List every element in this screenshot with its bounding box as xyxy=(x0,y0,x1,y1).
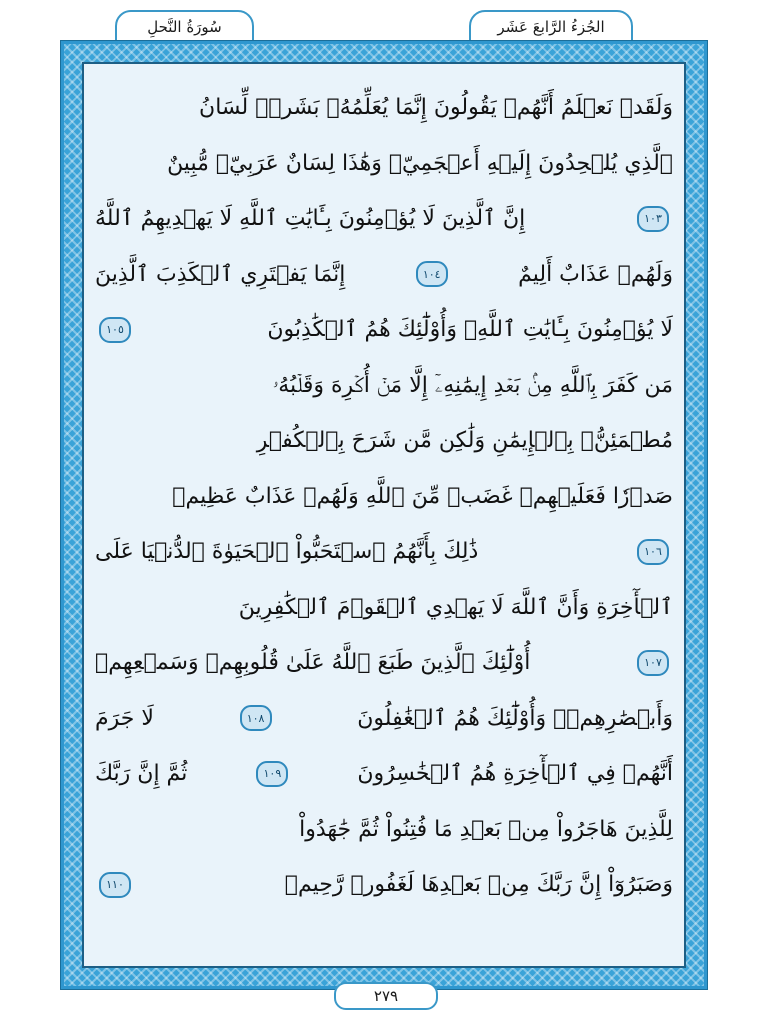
text-line xyxy=(95,635,673,691)
text-line xyxy=(95,191,673,247)
verse-text: مُطۡمَئِنُّۢ بِٱلۡإِيمَٰنِ وَلَٰكِن مَّن شَرَحَ بِٱلۡكُفۡرِ xyxy=(256,428,673,453)
verse-text: أُوْلَٰٓئِكَ ٱلَّذِينَ طَبَعَ ٱللَّهُ عَلَىٰ قُلُوبِهِمۡ وَسَمۡعِهِمۡ xyxy=(95,650,531,675)
verse-text: مَن كَفَرَ بِٱللَّهِ مِنۢ بَعۡدِ إِيمَٰنِهِۦٓ إِلَّا مَنۡ أُكۡرِهَ وَقَلۡبُهُۥ xyxy=(272,372,673,398)
verse-text: وَلَهُمۡ عَذَابٌ أَلِيمٌ xyxy=(518,261,673,287)
verse-text: لِلَّذِينَ هَاجَرُواْ مِنۢ بَعۡدِ مَا فُتِنُواْ ثُمَّ جَٰهَدُواْ xyxy=(299,816,673,842)
surah-label xyxy=(115,10,254,44)
verse-text: وَلَقَدۡ نَعۡلَمُ أَنَّهُمۡ يَقُولُونَ إِنَّمَا يُعَلِّمُهُۥ بَشَرٞۗ لِّسَانُ xyxy=(199,95,673,120)
verse-text: أَنَّهُمۡ فِي ٱلۡأٓخِرَةِ هُمُ ٱلۡخَٰسِرُونَ xyxy=(357,761,673,786)
verse-text: إِنَّمَا يَفۡتَرِي ٱلۡكَذِبَ ٱلَّذِينَ xyxy=(95,261,346,287)
ayah-number-marker: ١١٠ xyxy=(99,872,131,898)
verse-text: وَصَبَرُوٓاْ إِنَّ رَبَّكَ مِنۢ بَعۡدِهَا لَغَفُورٞ رَّحِيمٞ xyxy=(284,872,673,897)
ayah-number-marker: ١٠٩ xyxy=(256,761,288,787)
text-line xyxy=(95,413,673,469)
text-line xyxy=(95,302,673,358)
text-line xyxy=(95,136,673,192)
verse-text: لَا يُؤۡمِنُونَ بِـَٔايَٰتِ ٱللَّهِۖ وَأُوْلَٰٓئِكَ هُمُ ٱلۡكَٰذِبُونَ xyxy=(267,317,673,342)
text-line xyxy=(95,80,673,136)
verse-text: صَدۡرٗا فَعَلَيۡهِمۡ غَضَبٞ مِّنَ ٱللَّهِ وَلَهُمۡ عَذَابٌ عَظِيمٞ xyxy=(172,483,673,509)
text-line xyxy=(95,857,673,913)
text-line xyxy=(95,802,673,858)
text-line xyxy=(95,358,673,414)
ayah-number-marker: ١٠٣ xyxy=(637,206,669,232)
ayah-number-marker: ١٠٨ xyxy=(240,705,272,731)
text-line xyxy=(95,524,673,580)
verse-text: ٱلَّذِي يُلۡحِدُونَ إِلَيۡهِ أَعۡجَمِيّٞ وَهَٰذَا لِسَانٌ عَرَبِيّٞ مُّبِينٌ xyxy=(167,150,673,176)
text-line xyxy=(95,746,673,802)
ayah-number-marker: ١٠٧ xyxy=(637,650,669,676)
quran-text xyxy=(95,80,673,913)
ayah-number-marker: ١٠٤ xyxy=(416,261,448,287)
juz-label xyxy=(469,10,633,44)
page-number-text: ٢٧٩ xyxy=(373,987,399,1005)
verse-text: وَأَبۡصَٰرِهِمۡۖ وَأُوْلَٰٓئِكَ هُمُ ٱلۡغَٰفِلُونَ xyxy=(357,705,673,731)
verse-text: ذَٰلِكَ بِأَنَّهُمُ ٱسۡتَحَبُّواْ ٱلۡحَيَوٰةَ ٱلدُّنۡيَا عَلَى xyxy=(95,539,479,564)
surah-text: سُورَةُ النَّحلِ xyxy=(147,18,222,36)
ayah-number-marker: ١٠٥ xyxy=(99,317,131,343)
text-line xyxy=(95,469,673,525)
text-line xyxy=(95,247,673,303)
verse-text: ثُمَّ إِنَّ رَبَّكَ xyxy=(95,761,188,786)
verse-text: ٱلۡأٓخِرَةِ وَأَنَّ ٱللَّهَ لَا يَهۡدِي ٱلۡقَوۡمَ ٱلۡكَٰفِرِينَ xyxy=(238,594,673,620)
text-line xyxy=(95,580,673,636)
juz-text: الجُزءُ الرَّابعَ عَشَر xyxy=(497,18,605,36)
text-line xyxy=(95,691,673,747)
page-number xyxy=(334,982,438,1010)
verse-text: لَا جَرَمَ xyxy=(95,705,154,731)
ayah-number-marker: ١٠٦ xyxy=(637,539,669,565)
verse-text: إِنَّ ٱلَّذِينَ لَا يُؤۡمِنُونَ بِـَٔايَٰتِ ٱللَّهِ لَا يَهۡدِيهِمُ ٱللَّهُ xyxy=(95,206,526,231)
